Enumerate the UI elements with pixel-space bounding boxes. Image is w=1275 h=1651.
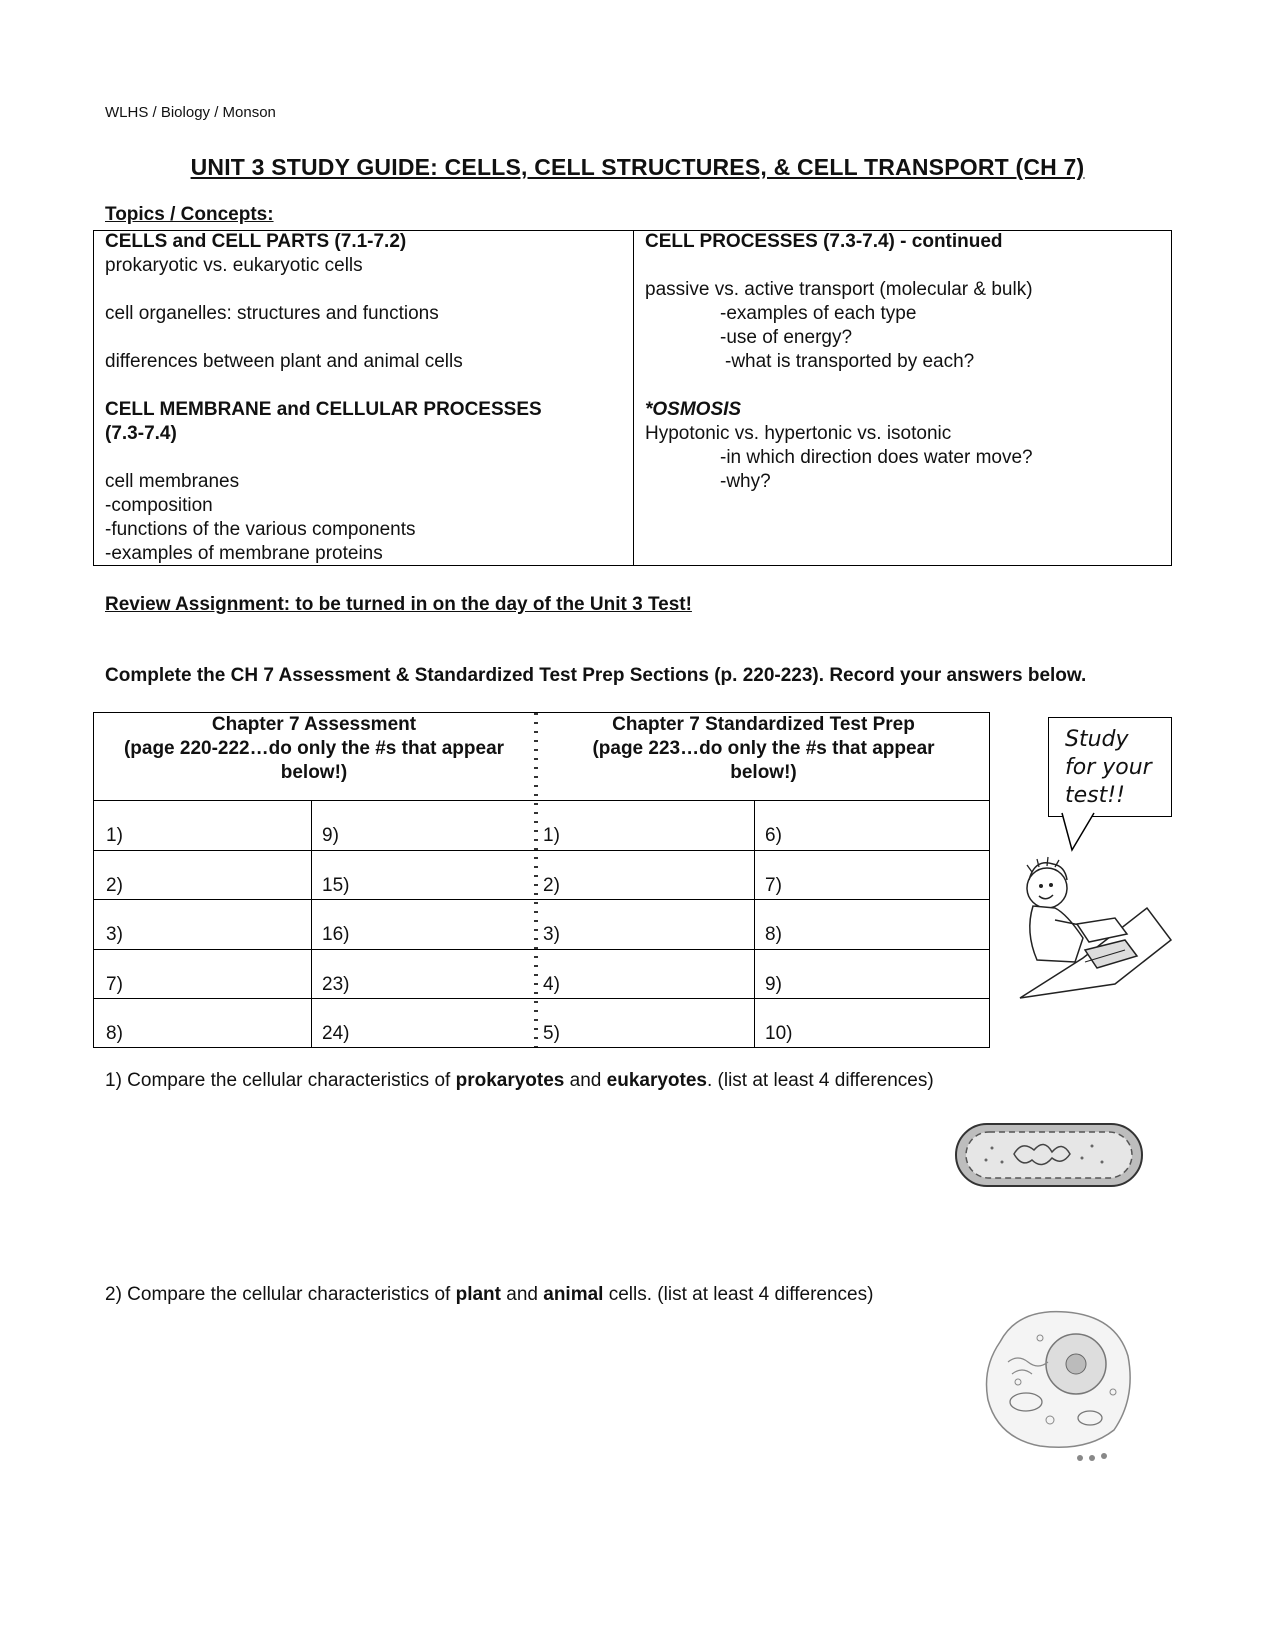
assessment-note: below!) <box>280 762 348 783</box>
answer-number: 8) <box>106 1023 123 1044</box>
row-divider <box>94 949 989 950</box>
topic-item: passive vs. active transport (molecular & bulk) <box>645 279 1033 300</box>
topic-item: cell membranes <box>105 471 240 492</box>
column-divider <box>311 800 312 1047</box>
answer-number: 10) <box>765 1023 793 1044</box>
assessment-header <box>94 713 534 785</box>
row-divider <box>94 850 989 851</box>
topics-left-column <box>105 230 542 566</box>
speech-bubble <box>1048 717 1172 817</box>
topic-item: prokaryotic vs. eukaryotic cells <box>105 255 363 276</box>
answer-number: 9) <box>765 974 782 995</box>
question-2 <box>105 1284 873 1306</box>
answer-table <box>93 712 990 1048</box>
topic-subitem: -use of energy? <box>720 327 853 348</box>
answer-number: 1) <box>106 825 123 846</box>
test-prep-pages: (page 223…do only the #s that appear <box>592 738 935 759</box>
prokaryote-cell-illustration <box>952 1118 1148 1192</box>
topic-item: -examples of membrane proteins <box>105 543 383 564</box>
cells-parts-heading: CELLS and CELL PARTS (7.1-7.2) <box>105 231 407 252</box>
column-divider <box>754 800 755 1047</box>
row-divider <box>94 899 989 900</box>
studying-student-illustration <box>1015 850 1175 1010</box>
page-title: UNIT 3 STUDY GUIDE: CELLS, CELL STRUCTURES, & CELL TRANSPORT (CH 7) <box>190 154 1085 180</box>
topic-item: -composition <box>105 495 213 516</box>
answer-number: 7) <box>106 974 123 995</box>
bubble-text: Study <box>1065 727 1129 752</box>
membrane-heading-sections: (7.3-7.4) <box>105 423 177 444</box>
answer-number: 8) <box>765 924 782 945</box>
perforation-line <box>534 713 538 1047</box>
topic-item: Hypotonic vs. hypertonic vs. isotonic <box>645 423 952 444</box>
answer-number: 9) <box>322 825 339 846</box>
topics-divider <box>633 230 634 566</box>
test-prep-title: Chapter 7 Standardized Test Prep <box>612 714 915 735</box>
test-prep-note: below!) <box>730 762 797 783</box>
topic-subitem: -why? <box>720 471 771 492</box>
topic-item: -functions of the various components <box>105 519 416 540</box>
question-text: and <box>564 1070 607 1091</box>
question-text: 1) Compare the cellular characteristics of <box>105 1070 456 1091</box>
osmosis-heading: *OSMOSIS <box>645 399 742 420</box>
animal-cell-illustration <box>978 1302 1138 1462</box>
question-text: 2) Compare the cellular characteristics of <box>105 1284 456 1305</box>
speech-bubble-tail <box>1060 812 1100 852</box>
answer-number: 2) <box>543 875 560 896</box>
topics-label: Topics / Concepts: <box>105 204 274 225</box>
review-assignment-heading: Review Assignment: to be turned in on the day of the Unit 3 Test! <box>105 594 692 615</box>
assessment-title: Chapter 7 Assessment <box>211 714 417 735</box>
bubble-text: test!! <box>1065 783 1125 808</box>
question-keyword: eukaryotes <box>606 1070 707 1091</box>
topic-subitem: -what is transported by each? <box>725 351 975 372</box>
answer-number: 5) <box>543 1023 560 1044</box>
question-keyword: prokaryotes <box>455 1070 565 1091</box>
question-text: and <box>500 1284 544 1305</box>
processes-heading: CELL PROCESSES (7.3-7.4) - continued <box>645 231 1003 252</box>
row-divider <box>94 998 989 999</box>
bubble-text: for your <box>1065 755 1152 780</box>
answer-number: 23) <box>322 974 350 995</box>
instructions: Complete the CH 7 Assessment & Standardized Test Prep Sections (p. 220-223). Record your answers below. <box>105 665 1087 686</box>
course-header: WLHS / Biology / Monson <box>105 104 276 121</box>
topic-item: cell organelles: structures and functions <box>105 303 439 324</box>
answer-number: 15) <box>322 875 350 896</box>
question-text: . (list at least 4 differences) <box>706 1070 934 1091</box>
answer-number: 6) <box>765 825 782 846</box>
row-divider <box>94 800 989 801</box>
answer-number: 1) <box>543 825 560 846</box>
membrane-heading: CELL MEMBRANE and CELLULAR PROCESSES <box>105 399 542 420</box>
question-text: cells. (list at least 4 differences) <box>603 1284 874 1305</box>
test-prep-header <box>538 713 989 785</box>
answer-number: 2) <box>106 875 123 896</box>
answer-number: 7) <box>765 875 782 896</box>
topics-right-column <box>645 230 1033 494</box>
answer-number: 3) <box>543 924 560 945</box>
topic-subitem: -in which direction does water move? <box>720 447 1033 468</box>
assessment-pages: (page 220-222…do only the #s that appear <box>123 738 505 759</box>
topic-subitem: -examples of each type <box>720 303 917 324</box>
topic-item: differences between plant and animal cells <box>105 351 463 372</box>
answer-number: 24) <box>322 1023 350 1044</box>
question-keyword: animal <box>543 1284 604 1305</box>
answer-number: 3) <box>106 924 123 945</box>
answer-number: 4) <box>543 974 560 995</box>
question-1 <box>105 1070 934 1092</box>
answer-number: 16) <box>322 924 350 945</box>
question-keyword: plant <box>455 1284 501 1305</box>
